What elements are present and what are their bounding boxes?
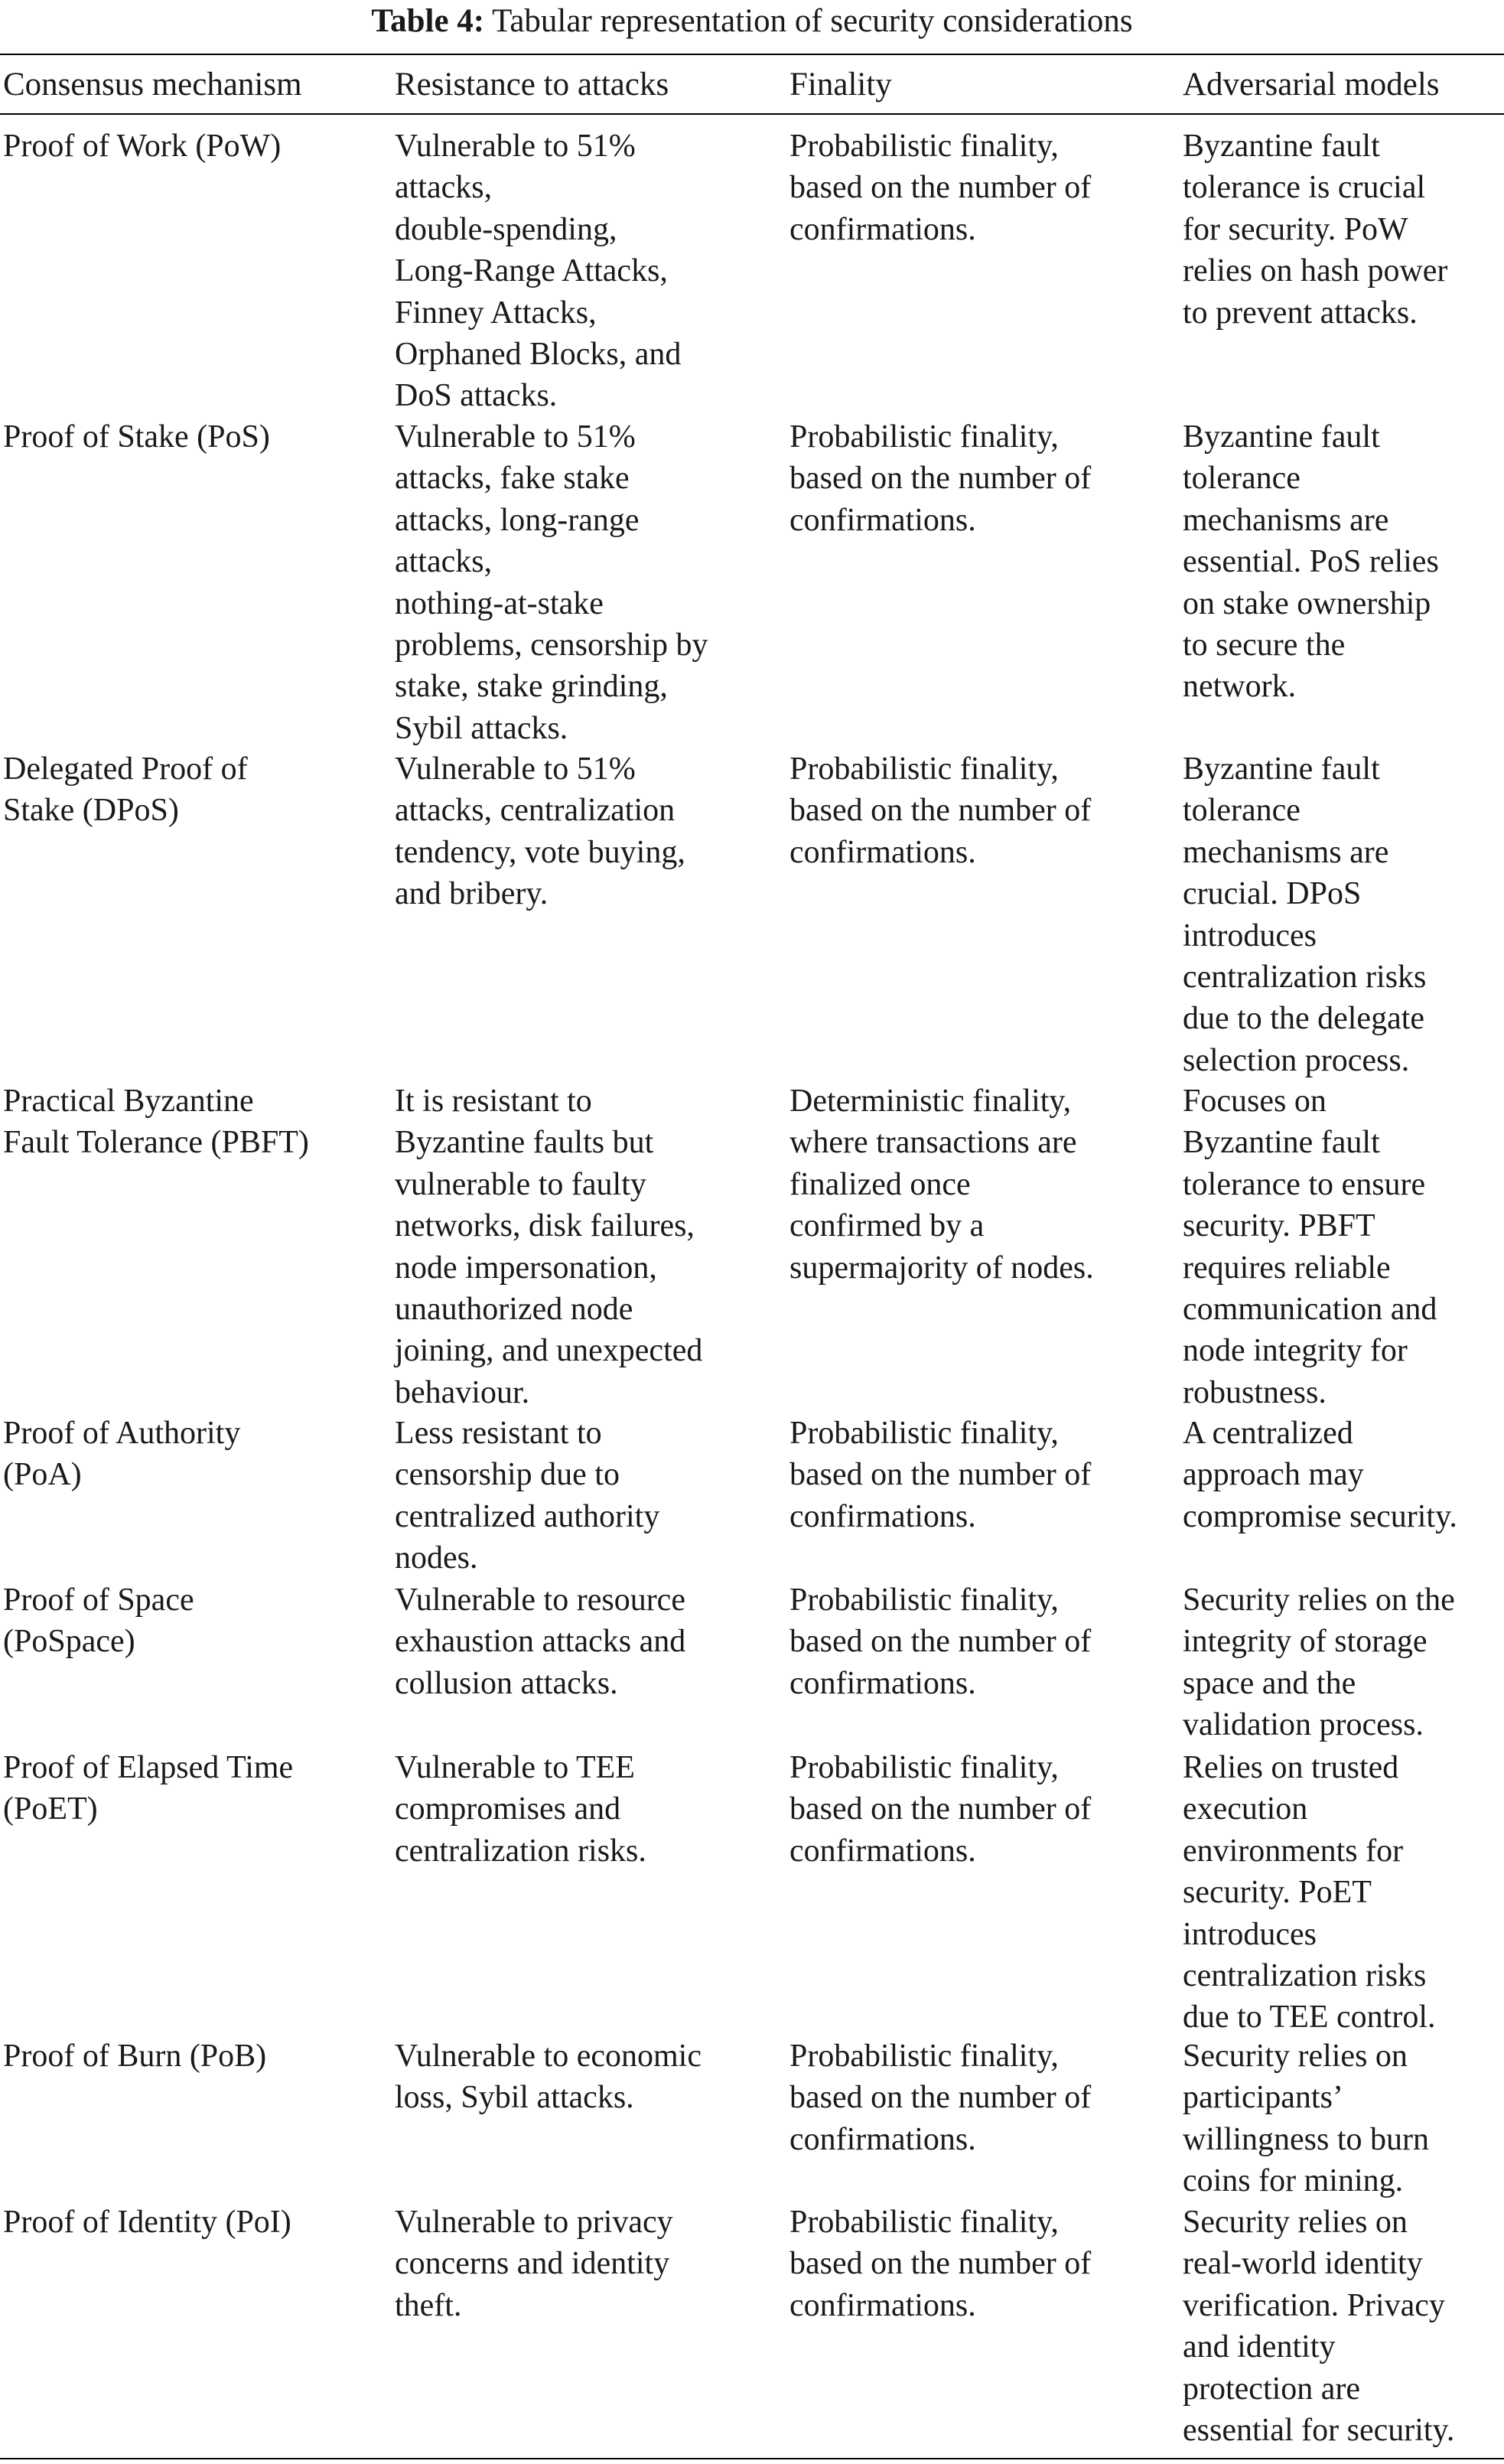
cell-mechanism: Proof of Work (PoW) — [3, 129, 282, 164]
header-resistance-to-attacks: Resistance to attacks — [395, 67, 669, 103]
header-adversarial-models: Adversarial models — [1183, 67, 1440, 103]
table-header-row — [0, 57, 1504, 113]
cell-adversarial: Byzantine fault tolerance mechanisms are essential. PoS relies on stake ownership to secure the network. — [1183, 419, 1439, 705]
cell-mechanism: Proof of Identity (PoI) — [3, 2205, 291, 2240]
table-caption-label: Table 4: — [371, 3, 485, 39]
cell-finality: Probabilistic finality, based on the number of confirmations. — [789, 129, 1092, 247]
cell-finality: Probabilistic finality, based on the number of confirmations. — [789, 1750, 1092, 1869]
cell-adversarial: Byzantine fault tolerance mechanisms are crucial. DPoS introduces centralization risks due to the delegate selection process. — [1183, 751, 1427, 1078]
cell-resistance: Vulnerable to economic loss, Sybil attacks. — [395, 2039, 702, 2116]
table-top-rule — [0, 54, 1504, 55]
cell-finality: Probabilistic finality, based on the number of confirmations. — [789, 419, 1092, 538]
cell-resistance: Vulnerable to privacy concerns and identity theft. — [395, 2205, 673, 2323]
cell-resistance: Vulnerable to resource exhaustion attacks and collusion attacks. — [395, 1582, 686, 1701]
cell-adversarial: Relies on trusted execution environments for security. PoET introduces centralization risks due to TEE control. — [1183, 1750, 1436, 2035]
cell-resistance: Vulnerable to TEE compromises and centralization risks. — [395, 1750, 646, 1869]
header-finality: Finality — [789, 67, 892, 103]
header-consensus-mechanism: Consensus mechanism — [3, 67, 302, 103]
cell-resistance: Vulnerable to 51% attacks, fake stake attacks, long-range attacks, nothing-at-stake problems, censorship by stake, stake grinding, Sybil attacks. — [395, 419, 708, 746]
cell-mechanism: Delegated Proof of Stake (DPoS) — [3, 751, 248, 829]
cell-adversarial: Focuses on Byzantine fault tolerance to ensure security. PBFT requires reliable communication and node integrity for robustness. — [1183, 1084, 1437, 1410]
cell-resistance: It is resistant to Byzantine faults but vulnerable to faulty networks, disk failures, node impersonation, unauthorized node joining, and unexpected behaviour. — [395, 1084, 703, 1410]
cell-adversarial: Security relies on the integrity of storage space and the validation process. — [1183, 1582, 1455, 1743]
table-caption — [0, 2, 1504, 41]
cell-adversarial: Byzantine fault tolerance is crucial for security. PoW relies on hash power to prevent attacks. — [1183, 129, 1448, 331]
cell-finality: Probabilistic finality, based on the number of confirmations. — [789, 1582, 1092, 1701]
cell-resistance: Vulnerable to 51% attacks, double-spending, Long-Range Attacks, Finney Attacks, Orphaned Blocks, and DoS attacks. — [395, 129, 682, 414]
cell-mechanism: Proof of Stake (PoS) — [3, 419, 270, 455]
cell-adversarial: Security relies on participants’ willingness to burn coins for mining. — [1183, 2039, 1429, 2199]
cell-resistance: Vulnerable to 51% attacks, centralization tendency, vote buying, and bribery. — [395, 751, 685, 912]
cell-finality: Probabilistic finality, based on the number of confirmations. — [789, 751, 1092, 870]
cell-mechanism: Proof of Space (PoSpace) — [3, 1582, 194, 1660]
table-header-rule — [0, 113, 1504, 115]
cell-adversarial: A centralized approach may compromise security. — [1183, 1416, 1457, 1534]
cell-finality: Probabilistic finality, based on the number of confirmations. — [789, 2205, 1092, 2323]
cell-finality: Probabilistic finality, based on the number of confirmations. — [789, 1416, 1092, 1534]
cell-mechanism: Proof of Burn (PoB) — [3, 2039, 267, 2074]
cell-mechanism: Proof of Elapsed Time (PoET) — [3, 1750, 294, 1827]
table-caption-text: Tabular representation of security considerations — [492, 3, 1133, 39]
cell-mechanism: Proof of Authority (PoA) — [3, 1416, 241, 1493]
cell-resistance: Less resistant to censorship due to centralized authority nodes. — [395, 1416, 660, 1576]
table-bottom-rule — [0, 2458, 1504, 2459]
cell-finality: Deterministic finality, where transactions are finalized once confirmed by a supermajority of nodes. — [789, 1084, 1094, 1286]
cell-adversarial: Security relies on real-world identity verification. Privacy and identity protection are essential for security. — [1183, 2205, 1455, 2449]
cell-mechanism: Practical Byzantine Fault Tolerance (PBFT) — [3, 1084, 309, 1161]
cell-finality: Probabilistic finality, based on the number of confirmations. — [789, 2039, 1092, 2157]
